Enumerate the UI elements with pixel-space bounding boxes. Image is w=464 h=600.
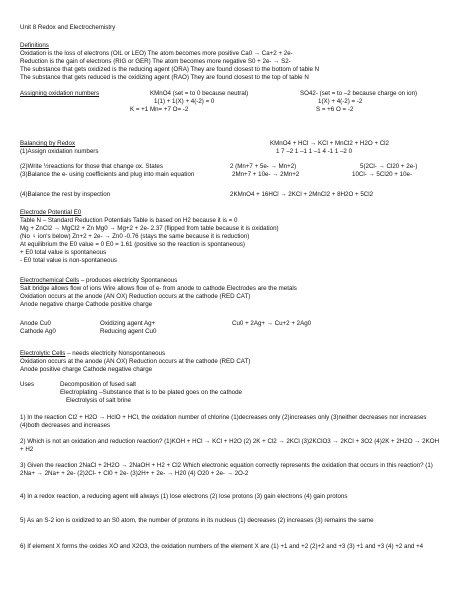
page-title: Unit 8 Redox and Electrochemistry	[20, 24, 116, 31]
electrolytic-heading-rest: – needs electricity Nonspontaneous	[65, 350, 166, 357]
use-item: Electrolysis of salt brine	[66, 397, 131, 404]
question-5: 5) As an S-2 ion is oxidized to an S0 atom, the number of protons in its nucleus (1) decreases (2) increases (3) remains the same	[20, 517, 374, 524]
electrochemical-heading-rest: – produces electricity Spontaneous	[79, 277, 178, 284]
electrode-line: Table N – Standard Reduction Potentials Table is based on H2 because it is = 0	[20, 217, 238, 224]
electrochemical-heading-line	[20, 277, 456, 285]
definitions-heading: Definitions	[20, 42, 49, 49]
definition-line: The substance that gets reduced is the oxidizing agent (RAO) They are found closest to the top of table N	[20, 74, 309, 81]
use-item: Electroplating –Substance that is to be plated goes on the cathode	[60, 389, 242, 396]
so4-result: S = +6 O = -2	[316, 106, 354, 113]
question-4: 4) In a redox reaction, a reducing agent will always (1) lose electrons (2) lose protons (3) gain electrons (4) gain protons	[20, 493, 348, 500]
kmno4-calc: 1(1) + 1(X) + 4(-2) = 0	[154, 98, 215, 105]
balancing-step-4: (4)Balance the rest by inspection	[20, 191, 111, 198]
electrochemical-line: Anode negative charge Cathode positive charge	[20, 301, 153, 308]
uses-label: Uses	[20, 381, 35, 388]
definition-line: Oxidation is the loss of electrons (OIL or LEO) The atom becomes more positive Ca0 → Ca+2 + 2e-	[20, 50, 293, 57]
anode-label: Anode Cu0	[20, 320, 51, 327]
electrode-line: Mg + ZnCl2 → MgCl2 + Zn Mg0 → Mg+2 + 2e- 2.37 (flipped from table because it is oxidation)	[20, 225, 279, 232]
electrolytic-heading: Electrolytic Cells	[20, 350, 66, 357]
question-1: 1) In the reaction Cl2 + H2O → HclO + HCl, the oxidation number of chlorine (1)decreases only (2)increases only (3)neither decreases nor increases (4)both decreases and increases	[20, 414, 427, 429]
balancing-reaction: KMnO4 + HCl → KCl + MnCl2 + H2O + Cl2	[270, 140, 389, 147]
kmno4-result: K = +1 Mn= +7 O= -2	[130, 106, 189, 113]
electrolytic-line: Anode positive charge Cathode negative charge	[20, 366, 153, 373]
electrochemical-line: Salt bridge allows flow of ions Wire allows flow of e- from anode to cathode Electrodes are the metals	[20, 285, 297, 292]
cathode-label: Cathode Ag0	[20, 328, 56, 335]
cell-equation: Cu0 + 2Ag+ → Cu+2 + 2Ag0	[232, 320, 312, 327]
electrode-line: (No ♀ ion's below) Zn+2 + 2e- → Zn0 -0.76 (stays the same because it is reduction)	[20, 233, 250, 240]
balancing-ox-numbers: 1 7 –2 1 –1 1 –1 4 -1 1 –2 0	[276, 148, 353, 155]
electrode-line: At equilibrium the E0 value = 0 E0 = 1.61 (positive so the reaction is spontaneous)	[20, 241, 245, 248]
electrolytic-line: Oxidation occurs at the anode (AN OX) Reduction occurs at the cathode (RED CAT)	[20, 358, 251, 365]
balanced-half-mn: 2Mn+7 + 10e- → 2Mn+2	[232, 171, 300, 178]
balancing-step-2: (2)Write ½reactions for those that change ox. States	[20, 163, 163, 170]
use-item: Decomposition of fused salt	[60, 381, 137, 388]
question-3: 3) Given the reaction 2NaCl + 2H2O → 2NaOH + H2 + Cl2 Which electronic equation correctly represents the oxidation that occurs in this reaction? (1) 2Na+ → 2Na+ + 2e- (2)2Cl- + Cl0 + 2e- (3)2H+ + 2e- → H20 (4) O20 + 2e- → 2O-2	[20, 462, 433, 477]
definition-line: Reduction is the gain of electrons (RIG or GER) The atom becomes more negative S0 + 2e- → S2-	[20, 58, 291, 65]
so4-note: SO42- (set = to –2 because charge on ion)	[300, 90, 418, 97]
electrode-potential-heading: Electrode Potential E0	[20, 209, 82, 216]
electrolytic-heading-line	[20, 350, 456, 358]
balancing-heading: Balancing by Redox	[20, 140, 76, 147]
definition-line: The substance that gets oxidized is the reducing agent (ORA) They are found closest to the bottom of table N	[20, 66, 320, 73]
balanced-equation: 2KMnO4 + 16HCl → 2KCl + 2MnCl2 + 8H2O + 5Cl2	[230, 191, 374, 198]
reducing-agent: Reducing agent Cu0	[100, 328, 157, 335]
half-reaction-mn: 2 (Mn+7 + 5e- → Mn+2)	[230, 163, 297, 170]
oxidizing-agent: Oxidizing agent Ag+	[100, 320, 156, 327]
oxidation-numbers-heading: Assigning oxidation numbers	[20, 90, 100, 97]
question-2: 2) Which is not an oxidation and reduction reaction? (1)KOH + HCl → KCl + H2O (2) 2K + Cl2 → 2KCl (3)2KClO3 → 2KCl + 3O2 (4)2K + 2H2O → 2KOH + H2	[20, 438, 440, 453]
electrochemical-line: Oxidation occurs at the anode (AN OX) Reduction occurs at the cathode (RED CAT)	[20, 293, 251, 300]
balancing-step-3: (3)Balance the e- using coefficients and plug into main equation	[20, 171, 195, 178]
electrode-line: + E0 total value is spontaneous	[20, 249, 107, 256]
kmno4-note: KMnO4 (set = to 0 because neutral)	[150, 90, 249, 97]
balanced-half-cl: 10Cl- → 5Cl20 + 10e-	[352, 171, 413, 178]
so4-calc: 1(X) + 4(-2) = -2	[318, 98, 363, 105]
half-reaction-cl: 5(2Cl- → Cl20 + 2e-)	[360, 163, 418, 170]
electrochemical-heading: Electrochemical Cells	[20, 277, 80, 284]
question-6: 6) If element X forms the oxides XO and X2O3, the oxidation numbers of the element X are (1) +1 and +2 (2)+2 and +3 (3) +1 and +3 (4) +2 and +4	[20, 543, 424, 550]
balancing-step-1: (1)Assign oxidation numbers	[20, 148, 99, 155]
electrode-line: - E0 total value is non-spontaneous	[20, 257, 117, 264]
